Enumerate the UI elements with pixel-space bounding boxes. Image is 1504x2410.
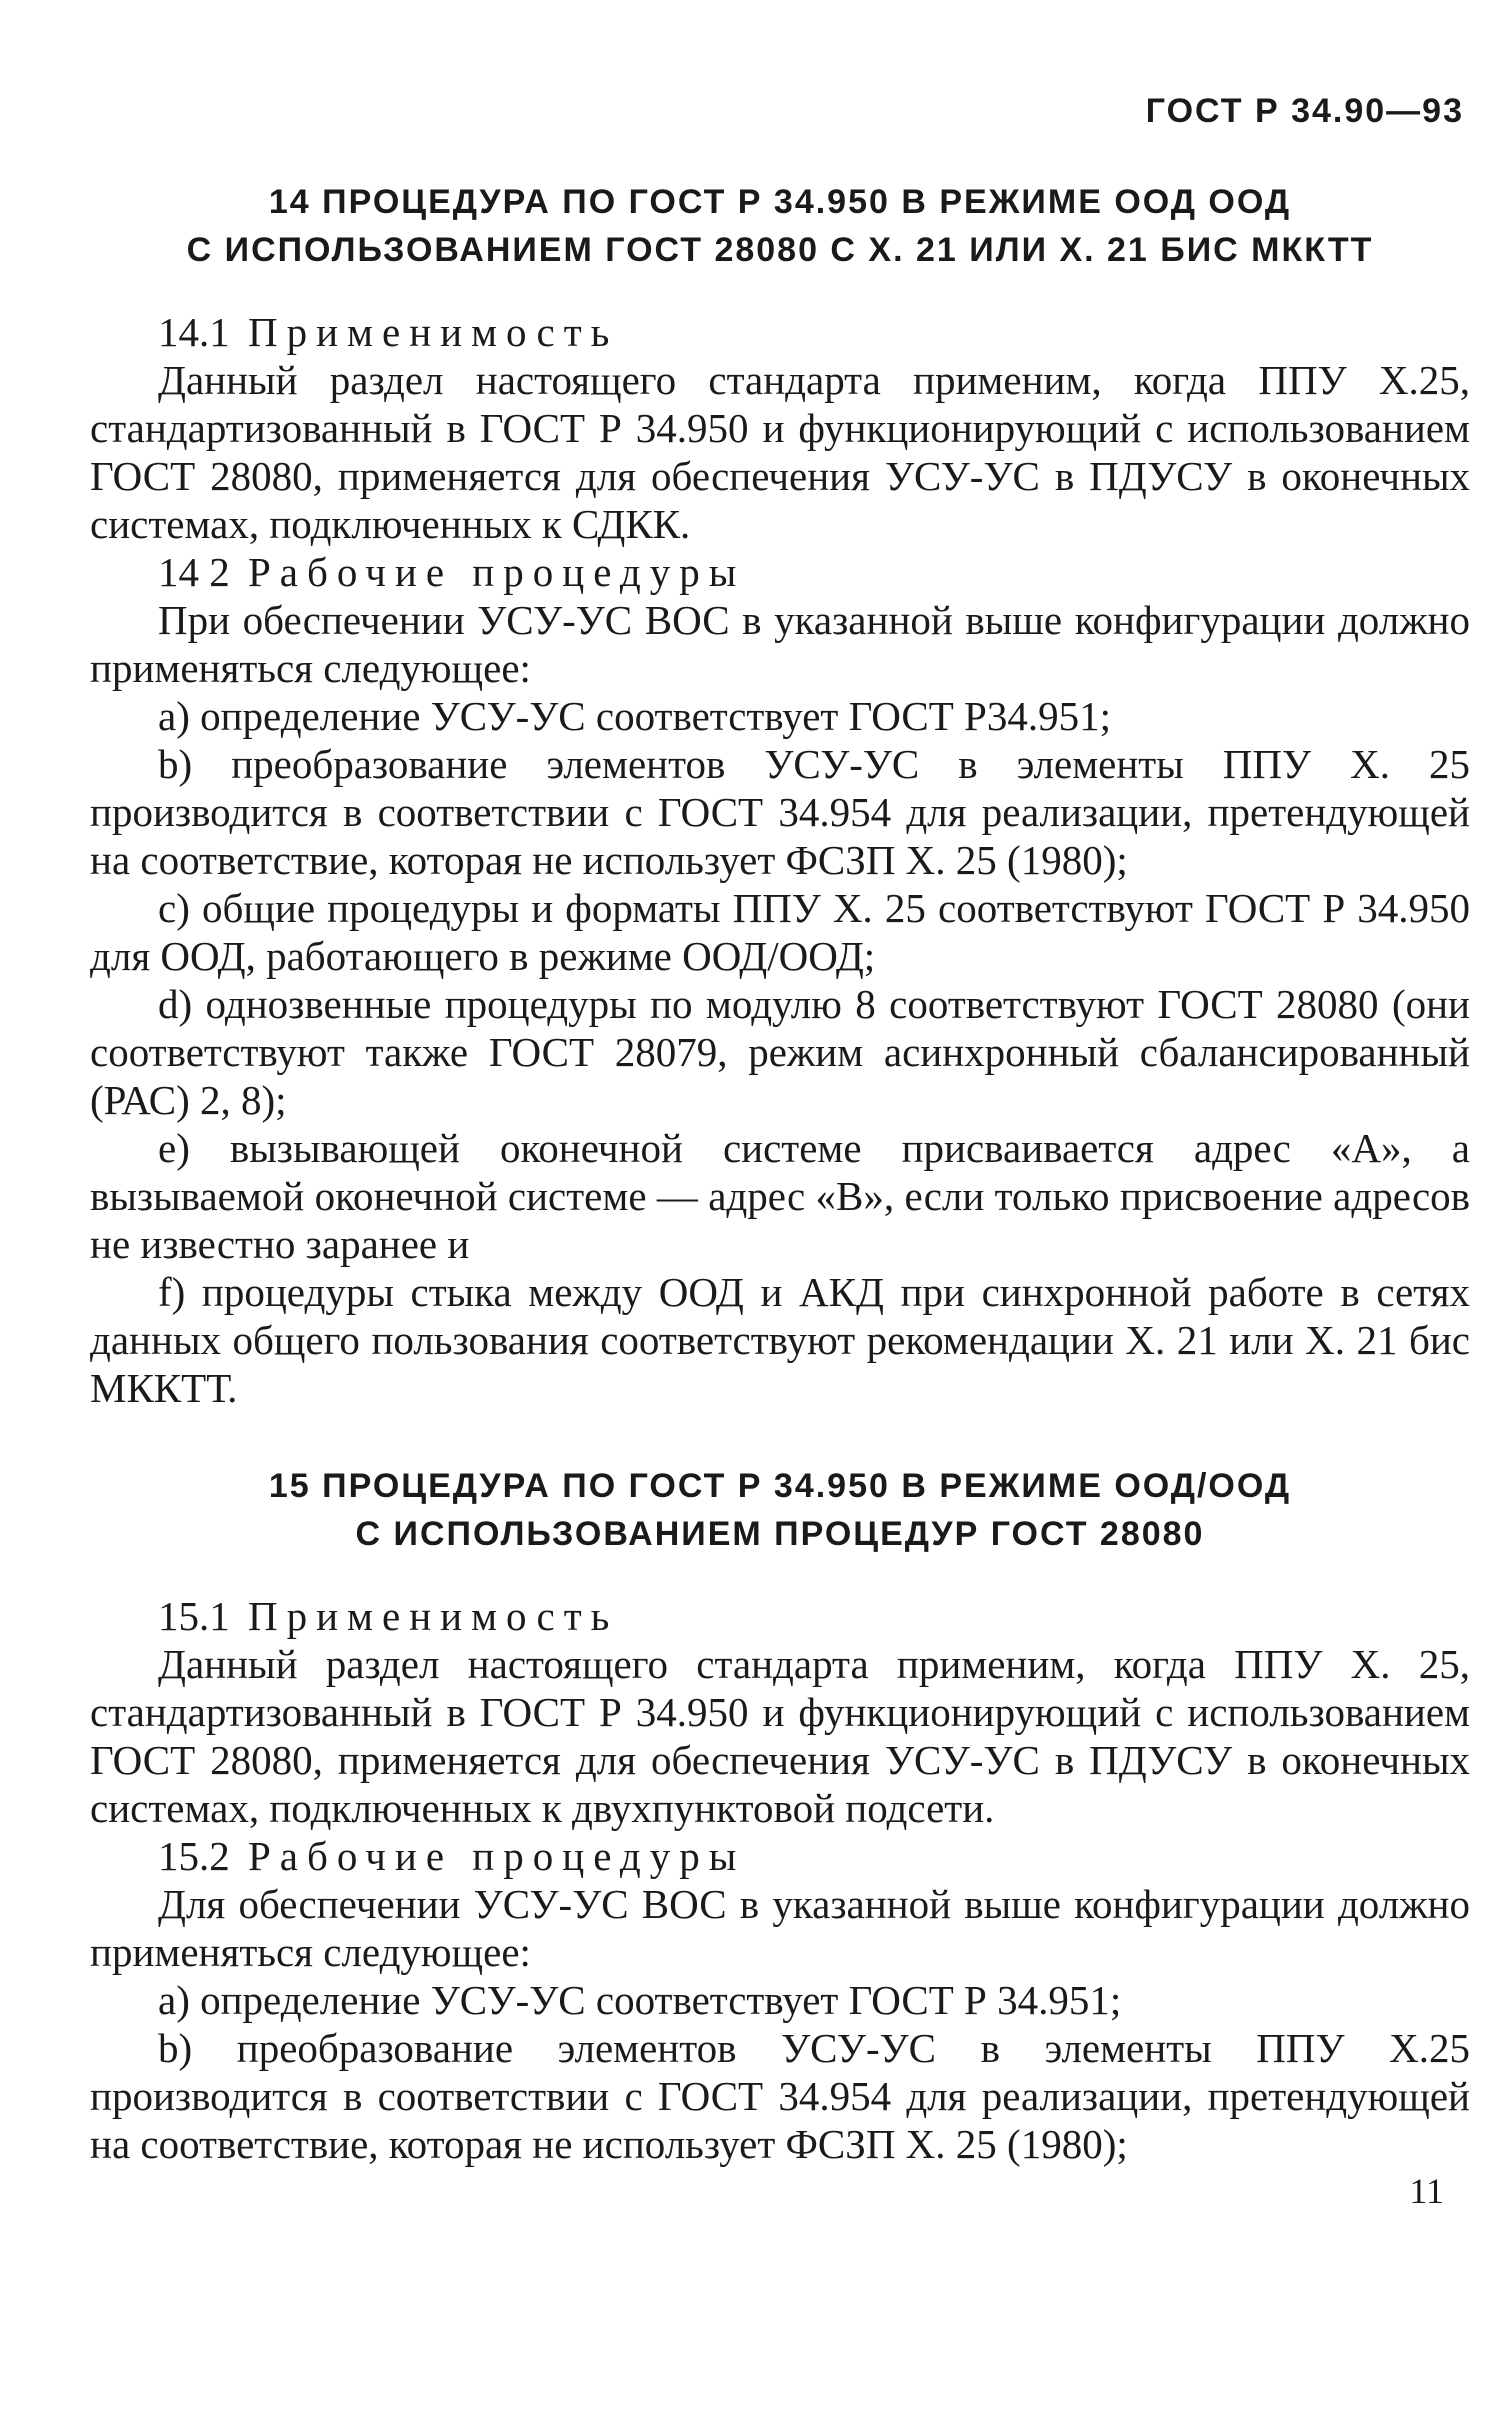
subsection-title: Применимость (248, 1593, 619, 1639)
subsection-title: Рабочие процедуры (248, 549, 746, 595)
section-title-line2: С ИСПОЛЬЗОВАНИЕМ ГОСТ 28080 С Х. 21 ИЛИ Х. 21 БИС МККТТ (186, 231, 1374, 269)
page-number: 11 (1409, 2171, 1444, 2211)
section-14 (90, 178, 1470, 1412)
section-15 (90, 1462, 1470, 2168)
list-item: e) вызывающей оконечной системе присваивается адрес «А», а вызываемой оконечной системе — адрес «В», если только присвоение адресов не известно заранее и (90, 1125, 1470, 1267)
subsection-number: 15.1 (158, 1593, 230, 1639)
paragraph: Данный раздел настоящего стандарта применим, когда ППУ Х. 25, стандартизованный в ГОСТ Р 34.950 и функционирующий с использованием ГОСТ 28080, применяется для обеспечения УСУ-УС в ПДУСУ в оконечных системах, подключенных к двухпунктовой подсети. (90, 1641, 1470, 1831)
list-item: b) преобразование элементов УСУ-УС в элементы ППУ Х. 25 производится в соответствии с ГОСТ 34.954 для реализации, претендующей на соответствие, которая не использует ФСЗП Х. 25 (1980); (90, 741, 1470, 883)
list-item: a) определение УСУ-УС соответствует ГОСТ Р 34.951; (158, 1977, 1122, 2023)
section-title-line1: 15 ПРОЦЕДУРА ПО ГОСТ Р 34.950 В РЕЖИМЕ ООД/ООД (268, 1467, 1292, 1505)
subsection-heading (90, 1832, 1470, 1880)
paragraph: Для обеспечении УСУ-УС ВОС в указанной выше конфигурации должно применяться следующее: (90, 1881, 1470, 1975)
subsection-title: Рабочие процедуры (248, 1833, 746, 1879)
paragraph: Данный раздел настоящего стандарта применим, когда ППУ Х.25, стандартизованный в ГОСТ Р 34.950 и функционирующий с использованием ГОСТ 28080, применяется для обеспечения УСУ-УС в ПДУСУ в оконечных системах, подключенных к СДКК. (90, 357, 1470, 547)
list-item: d) однозвенные процедуры по модулю 8 соответствуют ГОСТ 28080 (они соответствуют также ГОСТ 28079, режим асинхронный сбалансированный (РАС) 2, 8); (90, 981, 1470, 1123)
list-item: a) определение УСУ-УС соответствует ГОСТ Р34.951; (158, 693, 1111, 739)
subsection-number: 15.2 (158, 1833, 230, 1879)
page-header: ГОСТ Р 34.90—93 (1145, 92, 1464, 130)
page-content (90, 178, 1470, 2168)
subsection-heading (90, 1592, 1470, 1640)
list-item: c) общие процедуры и форматы ППУ Х. 25 соответствуют ГОСТ Р 34.950 для ООД, работающего в режиме ООД/ООД; (90, 885, 1470, 979)
subsection-heading (90, 308, 1470, 356)
subsection-number: 14.1 (158, 309, 230, 355)
subsection-heading (90, 548, 1470, 596)
paragraph: При обеспечении УСУ-УС ВОС в указанной выше конфигурации должно применяться следующее: (90, 597, 1470, 691)
list-item: f) процедуры стыка между ООД и АКД при синхронной работе в сетях данных общего пользования соответствуют рекомендации Х. 21 или Х. 21 бис МККТТ. (90, 1269, 1470, 1411)
list-item: b) преобразование элементов УСУ-УС в элементы ППУ Х.25 производится в соответствии с ГОСТ 34.954 для реализации, претендующей на соответствие, которая не использует ФСЗП Х. 25 (1980); (90, 2025, 1470, 2167)
section-title-line1: 14 ПРОЦЕДУРА ПО ГОСТ Р 34.950 В РЕЖИМЕ ООД ООД (268, 183, 1292, 221)
subsection-title: Применимость (248, 309, 619, 355)
subsection-number: 14 2 (158, 549, 230, 595)
section-title-line2: С ИСПОЛЬЗОВАНИЕМ ПРОЦЕДУР ГОСТ 28080 (355, 1515, 1205, 1553)
